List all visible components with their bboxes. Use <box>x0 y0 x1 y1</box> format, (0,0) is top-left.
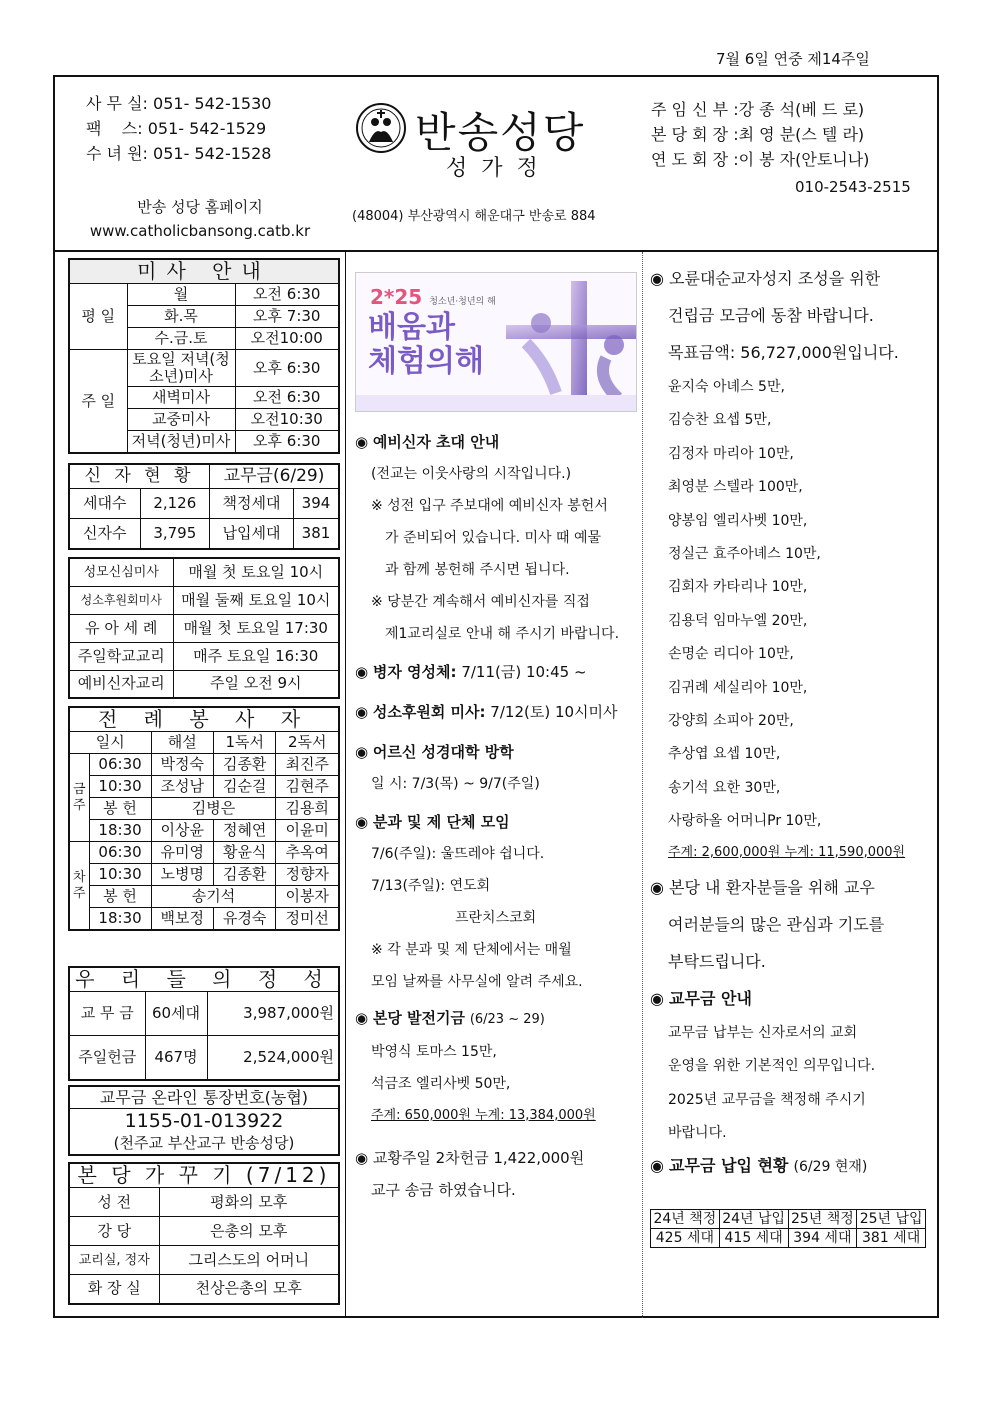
cleaning-table <box>68 1162 340 1305</box>
section-title: ◉ 교무금 납입 현황 (6/29 현재) <box>650 1156 868 1176</box>
server-name: 박정숙 <box>151 754 213 776</box>
notice-line: 바랍니다. <box>668 1124 727 1141</box>
server-name: 김용희 <box>276 798 339 820</box>
donor-line: 윤지숙 아녜스 5만, <box>668 379 785 395</box>
servers-header: 해설 <box>151 732 213 754</box>
donor-line: 손명순 리디아 10만, <box>668 646 794 663</box>
donor-line: 김귀례 세실리아 10만, <box>668 679 808 696</box>
server-name: 정향자 <box>276 864 339 886</box>
server-time: 18:30 <box>89 908 151 931</box>
kyomu-head: 25년 책정 <box>788 1210 857 1229</box>
mass-day: 화.목 <box>127 306 235 328</box>
server-name: 김병은 <box>151 798 276 820</box>
homepage-label: 반송 성당 홈페이지 <box>137 198 263 216</box>
bulletin-date: 7월 6일 연중 제14주일 <box>716 50 870 68</box>
servers-title: 전 례 봉 사 자 <box>69 707 339 732</box>
server-time: 06:30 <box>89 842 151 864</box>
server-name: 황윤식 <box>214 842 276 864</box>
donor-line: 정실근 효주아녜스 10만, <box>668 546 821 563</box>
cleaning-title: 본 당 가 꾸 기 (7/12) <box>69 1163 339 1188</box>
mass-title: 미사 안내 <box>69 259 339 284</box>
header-divider <box>53 250 939 252</box>
members-cell: 책정세대 <box>210 489 294 519</box>
schedule-name: 성모신심미사 <box>69 558 173 586</box>
server-name: 송기석 <box>151 886 276 908</box>
contact-convent: 수 녀 원: 051- 542-1528 <box>86 144 272 163</box>
notice-line: 2025년 교무금을 책정해 주시기 <box>668 1091 866 1108</box>
mass-day: 교중미사 <box>127 409 235 431</box>
mass-time: 오후 7:30 <box>235 306 339 328</box>
servers-header: 2독서 <box>276 732 339 754</box>
contact-office: 사 무 실: 051- 542-1530 <box>86 94 272 113</box>
servers-table <box>68 706 340 931</box>
kyomu-head: 25년 납입 <box>857 1210 926 1229</box>
offering-label: 교 무 금 <box>69 992 145 1036</box>
server-time: 봉 헌 <box>89 798 151 820</box>
notice-line: 제1교리실로 안내 해 주시기 바랍니다. <box>385 626 620 642</box>
staff-pastor: 주 임 신 부 :강 종 석(베 드 로) <box>651 100 865 119</box>
server-name: 정혜연 <box>214 820 276 842</box>
cleaning-group: 평화의 모후 <box>159 1188 339 1217</box>
sunday-label: 주 일 <box>69 350 127 454</box>
schedule-when: 매주 토요일 16:30 <box>173 642 339 670</box>
notice-line: 교구 송금 하였습니다. <box>371 1181 516 1199</box>
section-title: ◉ 병자 영성체: 7/11(금) 10:45 ~ <box>355 663 587 681</box>
poster-line1: 배움과 <box>368 310 455 345</box>
schedule-when: 매월 둘째 토요일 10시 <box>173 586 339 614</box>
schedule-when: 매월 첫 토요일 10시 <box>173 558 339 586</box>
section-title: ◉ 오륜대순교자성지 조성을 위한 <box>650 269 881 288</box>
server-time: 18:30 <box>89 820 151 842</box>
section-line: 목표금액: 56,727,000원입니다. <box>668 343 899 362</box>
notice-line: 7/13(주일): 연도회 <box>371 878 491 894</box>
offering-label: 주일헌금 <box>69 1036 145 1080</box>
server-name: 유경숙 <box>214 908 276 931</box>
members-title: 신 자 현 황 <box>69 464 210 489</box>
donor-line: 양봉임 엘리사벳 10만, <box>668 512 808 529</box>
servers-header: 1독서 <box>214 732 276 754</box>
members-cell: 3,795 <box>140 519 210 549</box>
poster-line2: 체험의해 <box>368 344 484 379</box>
section-title: ◉ 예비신자 초대 안내 <box>355 433 500 451</box>
fund-total: 주계: 650,000원 누계: 13,384,000원 <box>371 1108 596 1123</box>
mass-time: 오전10:30 <box>235 409 339 431</box>
cleaning-area: 화 장 실 <box>69 1275 159 1304</box>
section-line: 건립금 모금에 동참 바랍니다. <box>668 306 874 325</box>
server-name: 노병명 <box>151 864 213 886</box>
middle-column <box>355 426 637 1206</box>
server-name: 최진주 <box>276 754 339 776</box>
weekday-label: 평 일 <box>69 284 127 350</box>
notice-line: ※ 성전 입구 주보대에 예비신자 봉헌서 <box>371 498 608 514</box>
notice-line: (전교는 이웃사랑의 시작입니다.) <box>371 466 572 482</box>
server-name: 추옥여 <box>276 842 339 864</box>
mass-day: 저녁(청년)미사 <box>127 431 235 454</box>
notice-line: 교무금 납부는 신자로서의 교회 <box>668 1024 858 1041</box>
server-name: 이봉자 <box>276 886 339 908</box>
kyomu-head: 24년 납입 <box>719 1210 788 1229</box>
members-title2: 교무금(6/29) <box>210 464 339 489</box>
section-line: 부탁드립니다. <box>668 951 766 971</box>
right-column <box>650 260 930 1183</box>
notice-line: 7/6(주일): 울뜨레야 쉽니다. <box>371 846 545 862</box>
section-title: ◉ 본당 내 환자분들을 위해 교우 <box>650 877 875 897</box>
account-title: 교무금 온라인 통장번호(농협) <box>69 1086 339 1109</box>
donor-line: 김정자 마리아 10만, <box>668 445 794 462</box>
kyomu-head: 24년 책정 <box>651 1210 720 1229</box>
notice-line: 석금조 엘리사벳 50만, <box>371 1076 511 1092</box>
server-time: 10:30 <box>89 776 151 798</box>
staff-yeondo: 연 도 회 장 :이 봉 자(안토니나) <box>651 150 870 169</box>
section-title: ◉ 본당 발전기금 (6/23 ~ 29) <box>355 1009 545 1027</box>
cleaning-group: 은총의 모후 <box>159 1217 339 1246</box>
notice-line: 박영식 토마스 15만, <box>371 1044 497 1060</box>
section-title: ◉ 분과 및 제 단체 모임 <box>355 813 510 831</box>
schedule-when: 매월 첫 토요일 17:30 <box>173 614 339 642</box>
mass-time: 오후 6:30 <box>235 350 339 387</box>
server-name: 정미선 <box>276 908 339 931</box>
server-name: 김현주 <box>276 776 339 798</box>
cleaning-area: 교리실, 정자 <box>69 1246 159 1275</box>
column-divider-2 <box>642 252 643 1318</box>
kyomu-value: 394 세대 <box>788 1229 857 1248</box>
parish-title: 반송성당 <box>415 108 586 157</box>
mass-day: 새벽미사 <box>127 387 235 409</box>
account-number: 1155-01-013922 <box>69 1109 339 1134</box>
schedule-name: 예비신자교리 <box>69 670 173 698</box>
members-cell: 납입세대 <box>210 519 294 549</box>
members-cell: 381 <box>293 519 339 549</box>
mass-day: 토요일 저녁(청소년)미사 <box>127 350 235 387</box>
section-line: 여러분들의 많은 관심과 기도를 <box>668 914 885 934</box>
homepage-link[interactable]: www.catholicbansong.catb.kr <box>89 222 311 240</box>
staff-phone: 010-2543-2515 <box>795 178 911 196</box>
notice-line: 운영을 위한 기본적인 의무입니다. <box>668 1058 876 1075</box>
section-title: ◉ 교무금 안내 <box>650 988 752 1008</box>
offering-amount: 3,987,000원 <box>207 992 339 1036</box>
server-name: 김종환 <box>214 864 276 886</box>
notice-line: 과 함께 봉헌해 주시면 됩니다. <box>385 562 570 578</box>
server-time: 10:30 <box>89 864 151 886</box>
poster-top: 2*25 <box>370 285 423 309</box>
account-table <box>68 1085 340 1156</box>
donor-line: 추상엽 요셉 10만, <box>668 746 781 763</box>
parish-logo-icon <box>355 102 407 154</box>
column-divider-1 <box>345 252 346 1318</box>
server-name: 유미영 <box>151 842 213 864</box>
schedule-when: 주일 오전 9시 <box>173 670 339 698</box>
kyomu-value: 425 세대 <box>651 1229 720 1248</box>
donor-line: 김용덕 임마누엘 20만, <box>668 612 808 629</box>
kyomu-value: 381 세대 <box>857 1229 926 1248</box>
mass-time: 오후 6:30 <box>235 431 339 454</box>
notice-line: ※ 당분간 계속해서 예비신자를 직접 <box>371 594 590 610</box>
schedule-name: 주일학교교리 <box>69 642 173 670</box>
offering-title: 우 리 들 의 정 성 <box>69 967 339 992</box>
homepage-block <box>70 195 330 243</box>
server-name: 이상윤 <box>151 820 213 842</box>
donor-line: 김회자 카타리나 10만, <box>668 579 808 596</box>
schedule-name: 유 아 세 례 <box>69 614 173 642</box>
kyomu-status-table <box>650 1209 926 1248</box>
offering-count: 467명 <box>145 1036 207 1080</box>
offering-count: 60세대 <box>145 992 207 1036</box>
parish-subtitle: 성가정 <box>446 156 552 181</box>
week2-label: 차주 <box>69 842 89 931</box>
week1-label: 금주 <box>69 754 89 842</box>
account-holder: (천주교 부산교구 반송성당) <box>69 1133 339 1155</box>
offering-amount: 2,524,000원 <box>207 1036 339 1080</box>
offering-table <box>68 966 340 1081</box>
server-name: 김순걸 <box>214 776 276 798</box>
server-name: 조성남 <box>151 776 213 798</box>
donor-line: 송기석 요한 30만, <box>668 779 781 796</box>
contact-block <box>86 91 271 166</box>
server-time: 봉 헌 <box>89 886 151 908</box>
mass-schedule-table <box>68 258 340 454</box>
cleaning-area: 강 당 <box>69 1217 159 1246</box>
cleaning-area: 성 전 <box>69 1188 159 1217</box>
members-cell: 2,126 <box>140 489 210 519</box>
server-name: 이윤미 <box>276 820 339 842</box>
schedule-name: 성소후원회미사 <box>69 586 173 614</box>
parish-address: (48004) 부산광역시 해운대구 반송로 884 <box>352 209 596 224</box>
members-table <box>68 463 340 550</box>
server-name: 김종환 <box>214 754 276 776</box>
donation-total: 주계: 2,600,000원 누계: 11,590,000원 <box>668 844 906 860</box>
notice-line: 모임 날짜를 사무실에 알려 주세요. <box>371 974 583 990</box>
contact-fax: 팩 스: 051- 542-1529 <box>86 119 267 138</box>
mass-time: 오전10:00 <box>235 328 339 350</box>
donor-line: 김승찬 요셉 5만, <box>668 412 772 429</box>
mass-time: 오전 6:30 <box>235 284 339 306</box>
notice-line: ※ 각 분과 및 제 단체에서는 매월 <box>371 942 572 958</box>
poster-small: 청소년·청년의 해 <box>429 297 496 307</box>
server-time: 06:30 <box>89 754 151 776</box>
cleaning-group: 그리스도의 어머니 <box>159 1246 339 1275</box>
staff-block <box>651 97 869 172</box>
members-cell: 세대수 <box>69 489 140 519</box>
members-cell: 신자수 <box>69 519 140 549</box>
mass-time: 오전 6:30 <box>235 387 339 409</box>
year-poster <box>355 272 637 412</box>
mass-day: 수.금.토 <box>127 328 235 350</box>
servers-header: 일시 <box>69 732 151 754</box>
notice-line: 일 시: 7/3(목) ~ 9/7(주일) <box>371 776 540 792</box>
mass-day: 월 <box>127 284 235 306</box>
notice-line: 프란치스코회 <box>455 910 537 926</box>
donor-line: 사랑하올 어머니Pr 10만, <box>668 813 822 830</box>
cleaning-group: 천상은총의 모후 <box>159 1275 339 1304</box>
donor-line: 강양희 소피아 20만, <box>668 713 794 730</box>
staff-president: 본 당 회 장 :최 영 분(스 텔 라) <box>651 125 865 144</box>
section-title: ◉ 성소후원회 미사: 7/12(토) 10시미사 <box>355 703 618 721</box>
members-cell: 394 <box>293 489 339 519</box>
notice-line: 가 준비되어 있습니다. 미사 때 예물 <box>385 530 602 546</box>
server-name: 백보정 <box>151 908 213 931</box>
section-title: ◉ 어르신 성경대학 방학 <box>355 743 514 761</box>
section-title: ◉ 교황주일 2차헌금 1,422,000원 <box>355 1149 585 1167</box>
donor-line: 최영분 스텔라 100만, <box>668 479 803 496</box>
kyomu-value: 415 세대 <box>719 1229 788 1248</box>
schedule-table <box>68 557 340 699</box>
